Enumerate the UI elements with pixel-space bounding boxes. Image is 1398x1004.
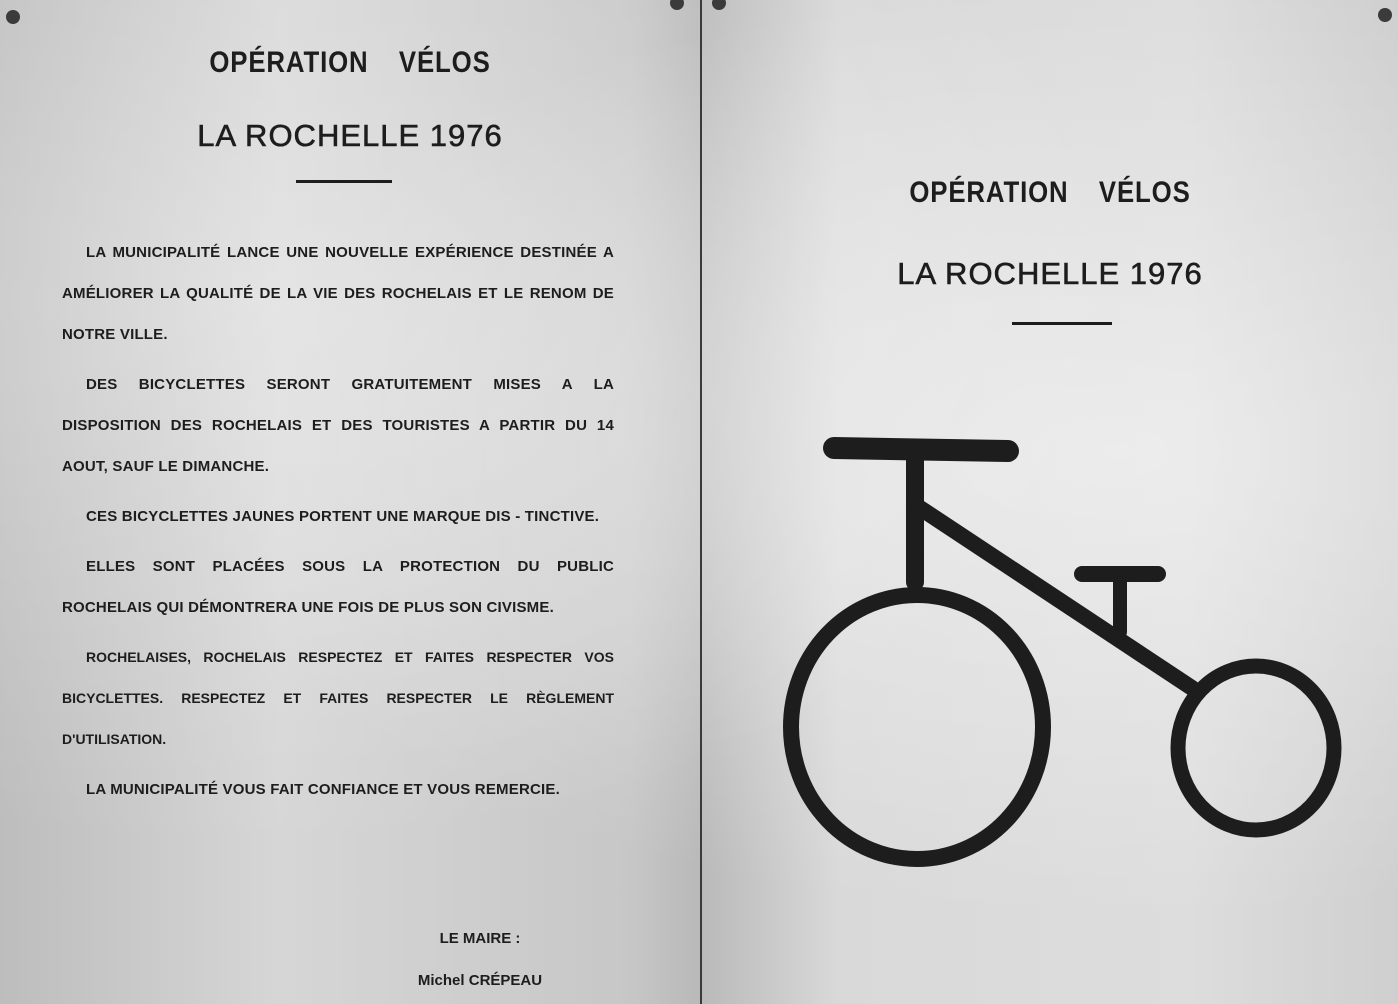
right-page xyxy=(702,0,1398,1004)
notice-text xyxy=(62,232,614,810)
left-divider xyxy=(296,180,392,183)
signature-title: LE MAIRE : xyxy=(439,930,521,947)
right-subheading: LA ROCHELLE 1976 xyxy=(897,256,1203,291)
right-heading: OPÉRATION VÉLOS xyxy=(909,176,1191,209)
small-wheel xyxy=(1178,666,1334,830)
paragraph-marking: CES BICYCLETTES JAUNES PORTENT UNE MARQUE DIS - TINCTIVE. xyxy=(86,508,600,525)
punch-hole xyxy=(6,10,20,24)
signature-name: Michel CRÉPEAU xyxy=(417,972,543,989)
paragraph-protection: ELLES SONT PLACÉES SOUS LA PROTECTION DU PUBLIC ROCHELAIS QUI DÉMONTRERA UNE FOIS DE PLUS SON CIVISME. xyxy=(62,558,614,616)
paragraph-intro: LA MUNICIPALITÉ LANCE UNE NOUVELLE EXPÉRIENCE DESTINÉE A AMÉLIORER LA QUALITÉ DE LA VIE DES ROCHELAIS ET LE RENOM DE NOTRE VILLE. xyxy=(62,244,614,343)
paragraph-availability: DES BICYCLETTES SERONT GRATUITEMENT MISES A LA DISPOSITION DES ROCHELAIS ET DES TOURISTES A PARTIR DU 14 AOUT, SAUF LE DIMANCHE. xyxy=(62,376,614,475)
left-heading: OPÉRATION VÉLOS xyxy=(209,46,491,79)
left-subheading: LA ROCHELLE 1976 xyxy=(197,118,503,153)
paragraph-respect: ROCHELAISES, ROCHELAIS RESPECTEZ ET FAITES RESPECTER VOS BICYCLETTES. RESPECTEZ ET FAITES RESPECTER LE RÈGLEMENT D'UTILISATION. xyxy=(62,649,614,747)
paragraph-thanks: LA MUNICIPALITÉ VOUS FAIT CONFIANCE ET VOUS REMERCIE. xyxy=(86,781,560,798)
bicycle-icon xyxy=(702,0,1398,1004)
large-wheel xyxy=(791,595,1043,859)
